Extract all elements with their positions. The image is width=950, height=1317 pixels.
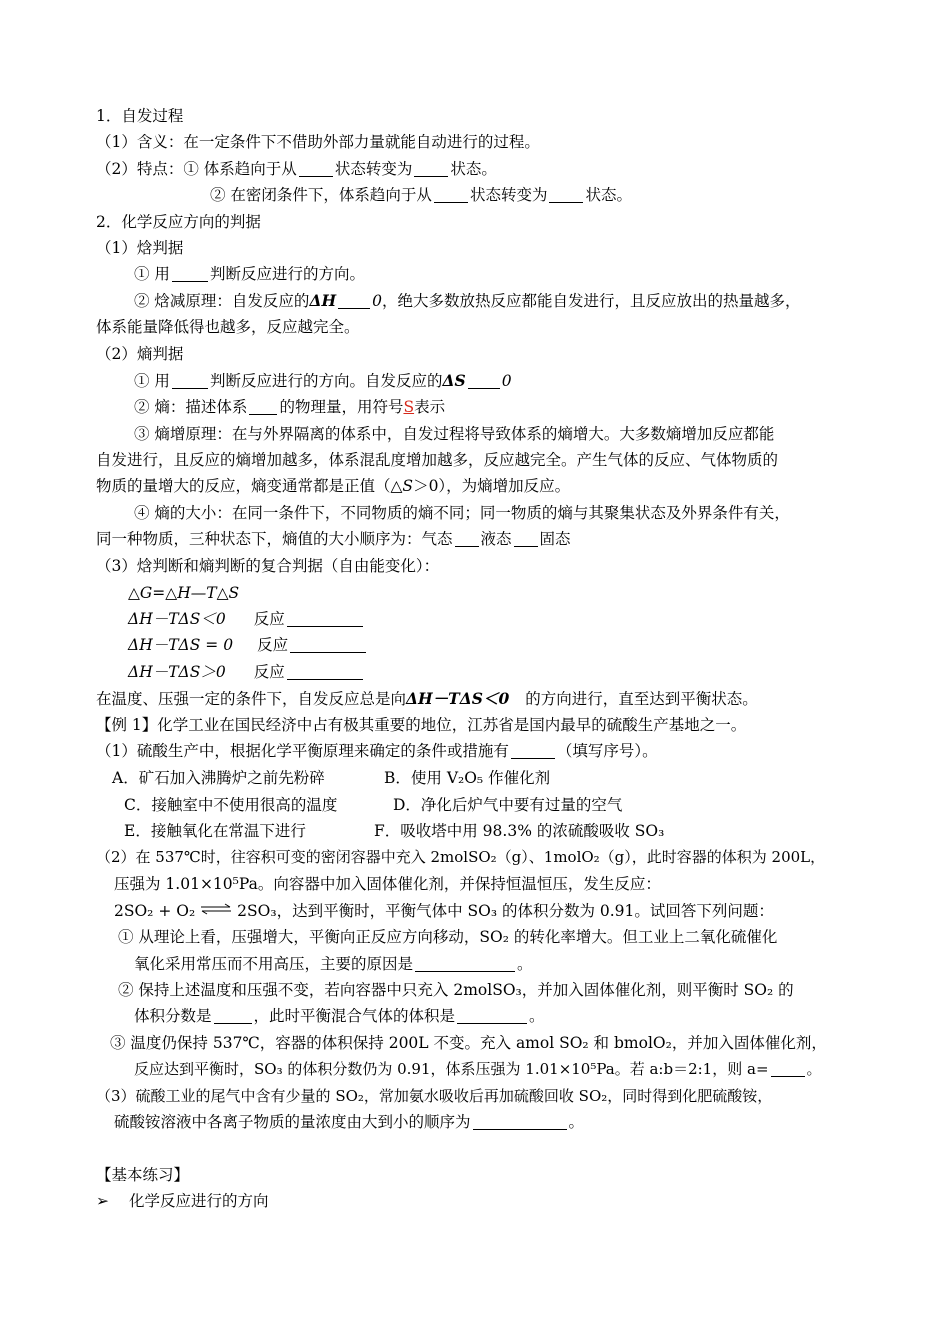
gibbs-equation: △G=△H—T△S	[128, 584, 240, 602]
question-2-3-line-1: ③ 温度仍保持 537℃，容器的体积保持 200L 不变。充入 amol SO₂ 和 bmolO₂，并加入固体催化剂，	[110, 1034, 827, 1052]
blank[interactable]	[468, 372, 500, 389]
blank[interactable]	[457, 1007, 527, 1024]
question-1: （1）硫酸生产中，根据化学平衡原理来确定的条件或措施有 （填写序号）。	[96, 742, 658, 760]
definition-line: （1）含义：在一定条件下不借助外部力量就能自动进行的过程。	[96, 133, 540, 151]
bullet-arrow-icon: ➢	[96, 1192, 109, 1210]
enthalpy-title: （1）焓判据	[96, 239, 184, 257]
blank[interactable]	[214, 1007, 252, 1024]
entropy-line-4: 自发进行，且反应的熵增加越多，体系混乱度增加越多，反应越完全。产生气体的反应、气体物质的	[96, 451, 779, 469]
blank[interactable]	[514, 530, 538, 547]
enthalpy-line-1: ① 用 判断反应进行的方向。	[134, 265, 365, 283]
section-1-title: 1．自发过程	[96, 107, 184, 125]
example-title: 【例 1】化学工业在国民经济中占有极其重要的地位，江苏省是国内最早的硫酸生产基地之一。	[96, 716, 747, 734]
blank[interactable]	[287, 663, 363, 680]
enthalpy-line-3: 体系能量降低得也越多，反应越完全。	[96, 318, 360, 336]
question-3-line-1: （3）硫酸工业的尾气中含有少量的 SO₂，常加氨水吸收后再加硫酸回收 SO₂，同时得到化肥硫酸铵，	[96, 1087, 773, 1105]
blank[interactable]	[172, 372, 208, 389]
option-a: A．矿石加入沸腾炉之前先粉碎	[112, 769, 325, 787]
blank[interactable]	[299, 160, 333, 177]
question-2-reaction: 2SO₂ + O₂ 2SO₃，达到平衡时，平衡气体中 SO₃ 的体积分数为 0.91。试回答下列问题：	[114, 902, 774, 920]
entropy-line-3: ③ 熵增原理：在与外界隔离的体系中，自发过程将导致体系的熵增大。大多数熵增加反应都能	[134, 425, 775, 443]
option-d: D．净化后炉气中要有过量的空气	[393, 796, 623, 814]
gibbs-conclusion: 在温度、压强一定的条件下，自发反应总是向ΔH－TΔS＜0 的方向进行，直至达到平衡状态。	[96, 689, 758, 708]
question-2-2-line-1: ② 保持上述温度和压强不变，若向容器中只充入 2molSO₃，并加入固体催化剂，则平衡时 SO₂ 的	[118, 981, 794, 999]
option-c: C．接触室中不使用很高的温度	[124, 796, 338, 814]
question-2-1-line-2: 氧化采用常压而不用高压，主要的原因是 。	[134, 955, 533, 973]
blank[interactable]	[290, 636, 366, 653]
question-2-line-1: （2）在 537℃时，往容积可变的密闭容器中充入 2molSO₂（g）、1molO₂（g），此时容器的体积为 200L，	[96, 848, 826, 866]
entropy-line-2: ② 熵：描述体系 的物理量，用符号S表示	[134, 398, 446, 416]
blank[interactable]	[414, 160, 448, 177]
blank[interactable]	[473, 1113, 567, 1130]
gibbs-case-3: ΔH－TΔS＞0 反应	[128, 662, 365, 684]
entropy-line-5: 物质的量增大的反应，熵变通常都是正值（△S＞0），为熵增加反应。	[96, 477, 571, 495]
blank[interactable]	[338, 292, 370, 309]
question-2-2-line-2: 体积分数是 ，此时平衡混合气体的体积是 。	[134, 1007, 545, 1025]
question-2-1-line-1: ① 从理论上看，压强增大，平衡向正反应方向移动，SO₂ 的转化率增大。但工业上二氧化硫催化	[118, 928, 778, 946]
feature-line-1: （2）特点：① 体系趋向于从 状态转变为 状态。	[96, 160, 497, 178]
option-b: B．使用 V₂O₅ 作催化剂	[384, 769, 551, 787]
entropy-title: （2）熵判据	[96, 345, 184, 363]
equilibrium-arrow-icon	[199, 903, 233, 915]
entropy-line-7: 同一种物质，三种状态下，熵值的大小顺序为：气态 液态 固态	[96, 530, 571, 548]
blank[interactable]	[455, 530, 479, 547]
entropy-line-1: ① 用 判断反应进行的方向。自发反应的ΔS 0	[134, 371, 512, 390]
practice-item: ➢ 化学反应进行的方向	[96, 1192, 269, 1210]
blank[interactable]	[549, 186, 583, 203]
blank[interactable]	[415, 955, 515, 972]
blank[interactable]	[434, 186, 468, 203]
blank[interactable]	[511, 742, 555, 759]
gibbs-title: （3）焓判断和熵判断的复合判据（自由能变化）：	[96, 557, 440, 575]
gibbs-case-1: ΔH－TΔS＜0 反应	[128, 609, 365, 631]
blank[interactable]	[771, 1060, 805, 1077]
question-2-line-2: 压强为 1.01×10⁵Pa。向容器中加入固体催化剂，并保持恒温恒压，发生反应：	[114, 875, 661, 893]
enthalpy-line-2: ② 焓减原理：自发反应的ΔH 0，绝大多数放热反应都能自发进行，且反应放出的热量越多，	[134, 291, 801, 310]
option-e: E．接触氧化在常温下进行	[124, 822, 306, 840]
blank[interactable]	[172, 265, 208, 282]
option-f: F．吸收塔中用 98.3% 的浓硫酸吸收 SO₃	[374, 822, 665, 840]
entropy-line-6: ④ 熵的大小：在同一条件下，不同物质的熵不同；同一物质的熵与其聚集状态及外界条件有关，	[134, 504, 790, 522]
practice-title: 【基本练习】	[96, 1166, 190, 1184]
gibbs-case-2: ΔH－TΔS = 0 反应	[128, 635, 368, 657]
blank[interactable]	[287, 610, 363, 627]
question-2-3-line-2: 反应达到平衡时，SO₃ 的体积分数仍为 0.91，体系压强为 1.01×10⁵Pa。若 a:b＝2:1，则 a= 。	[134, 1060, 822, 1078]
blank[interactable]	[249, 398, 277, 415]
feature-line-2: ② 在密闭条件下，体系趋向于从 状态转变为 状态。	[210, 186, 632, 204]
section-2-title: 2．化学反应方向的判据	[96, 213, 261, 231]
question-3-line-2: 硫酸铵溶液中各离子物质的量浓度由大到小的顺序为 。	[114, 1113, 585, 1131]
